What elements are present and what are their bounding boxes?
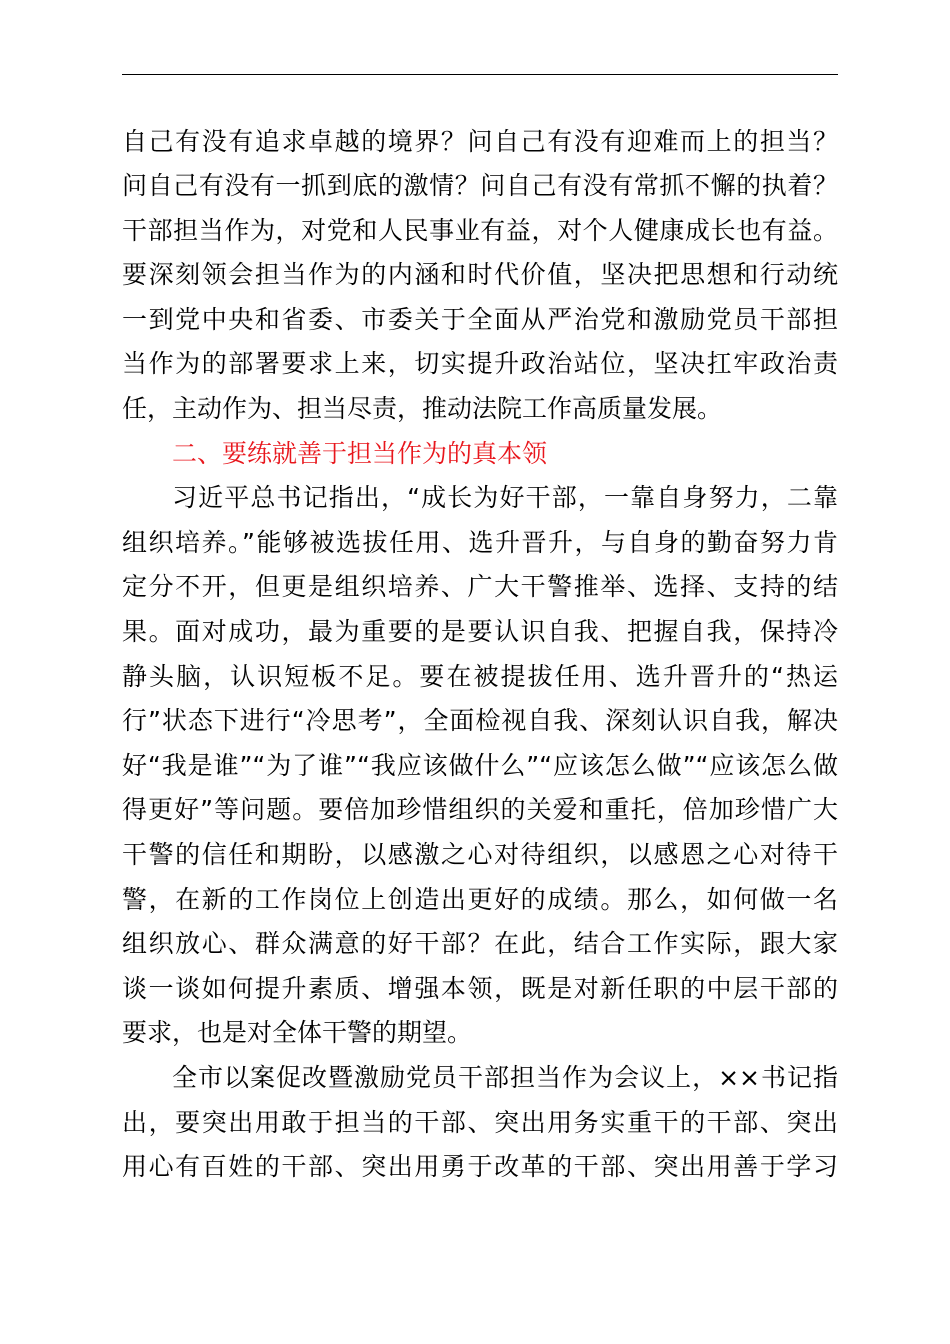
- text-line: 干部担当作为，对党和人民事业有益，对个人健康成长也有益。: [122, 216, 838, 245]
- text-line: 问自己有没有一抓到底的激情？问自己有没有常抓不懈的执着？: [122, 171, 838, 200]
- text-line: 组织放心、群众满意的好干部？在此，结合工作实际，跟大家: [122, 929, 838, 958]
- text-line: 出，要突出用敢于担当的干部、突出用务实重干的干部、突出: [122, 1108, 838, 1137]
- text-line: 警，在新的工作岗位上创造出更好的成绩。那么，如何做一名: [122, 885, 838, 914]
- text-line: 行”状态下进行“冷思考”，全面检视自我、深刻认识自我，解决: [122, 706, 838, 735]
- text-line: 一到党中央和省委、市委关于全面从严治党和激励党员干部担: [122, 305, 838, 334]
- text-line: 好“我是谁”“为了谁”“我应该做什么”“应该怎么做”“应该怎么做: [122, 751, 838, 780]
- text-line: 要深刻领会担当作为的内涵和时代价值，坚决把思想和行动统: [122, 260, 838, 289]
- text-line: 自己有没有追求卓越的境界？问自己有没有迎难而上的担当？: [122, 127, 838, 156]
- text-line: 当作为的部署要求上来，切实提升政治站位，坚决扛牢政治责: [122, 349, 838, 378]
- text-line: 定分不开，但更是组织培养、广大干警推举、选择、支持的结: [122, 572, 838, 601]
- text-line: 要求，也是对全体干警的期望。: [122, 1018, 473, 1047]
- text-line: 习近平总书记指出，“成长为好干部，一靠自身努力，二靠: [172, 483, 838, 512]
- text-line: 用心有百姓的干部、突出用勇于改革的干部、突出用善于学习: [122, 1152, 838, 1181]
- header-rule: [122, 74, 838, 75]
- text-line: 干警的信任和期盼，以感激之心对待组织，以感恩之心对待干: [122, 840, 838, 869]
- text-line: 任，主动作为、担当尽责，推动法院工作高质量发展。: [122, 394, 723, 423]
- text-line: 谈一谈如何提升素质、增强本领，既是对新任职的中层干部的: [122, 974, 838, 1003]
- section-heading: 二、要练就善于担当作为的真本领: [172, 439, 548, 468]
- text-line: 静头脑，认识短板不足。要在被提拔任用、选升晋升的“热运: [122, 662, 838, 691]
- text-line: 全市以案促改暨激励党员干部担当作为会议上，××书记指: [172, 1063, 838, 1092]
- text-line: 果。面对成功，最为重要的是要认识自我、把握自我，保持冷: [122, 617, 838, 646]
- text-line: 得更好”等问题。要倍加珍惜组织的关爱和重托，倍加珍惜广大: [122, 795, 838, 824]
- text-line: 组织培养。”能够被选拔任用、选升晋升，与自身的勤奋努力肯: [122, 528, 838, 557]
